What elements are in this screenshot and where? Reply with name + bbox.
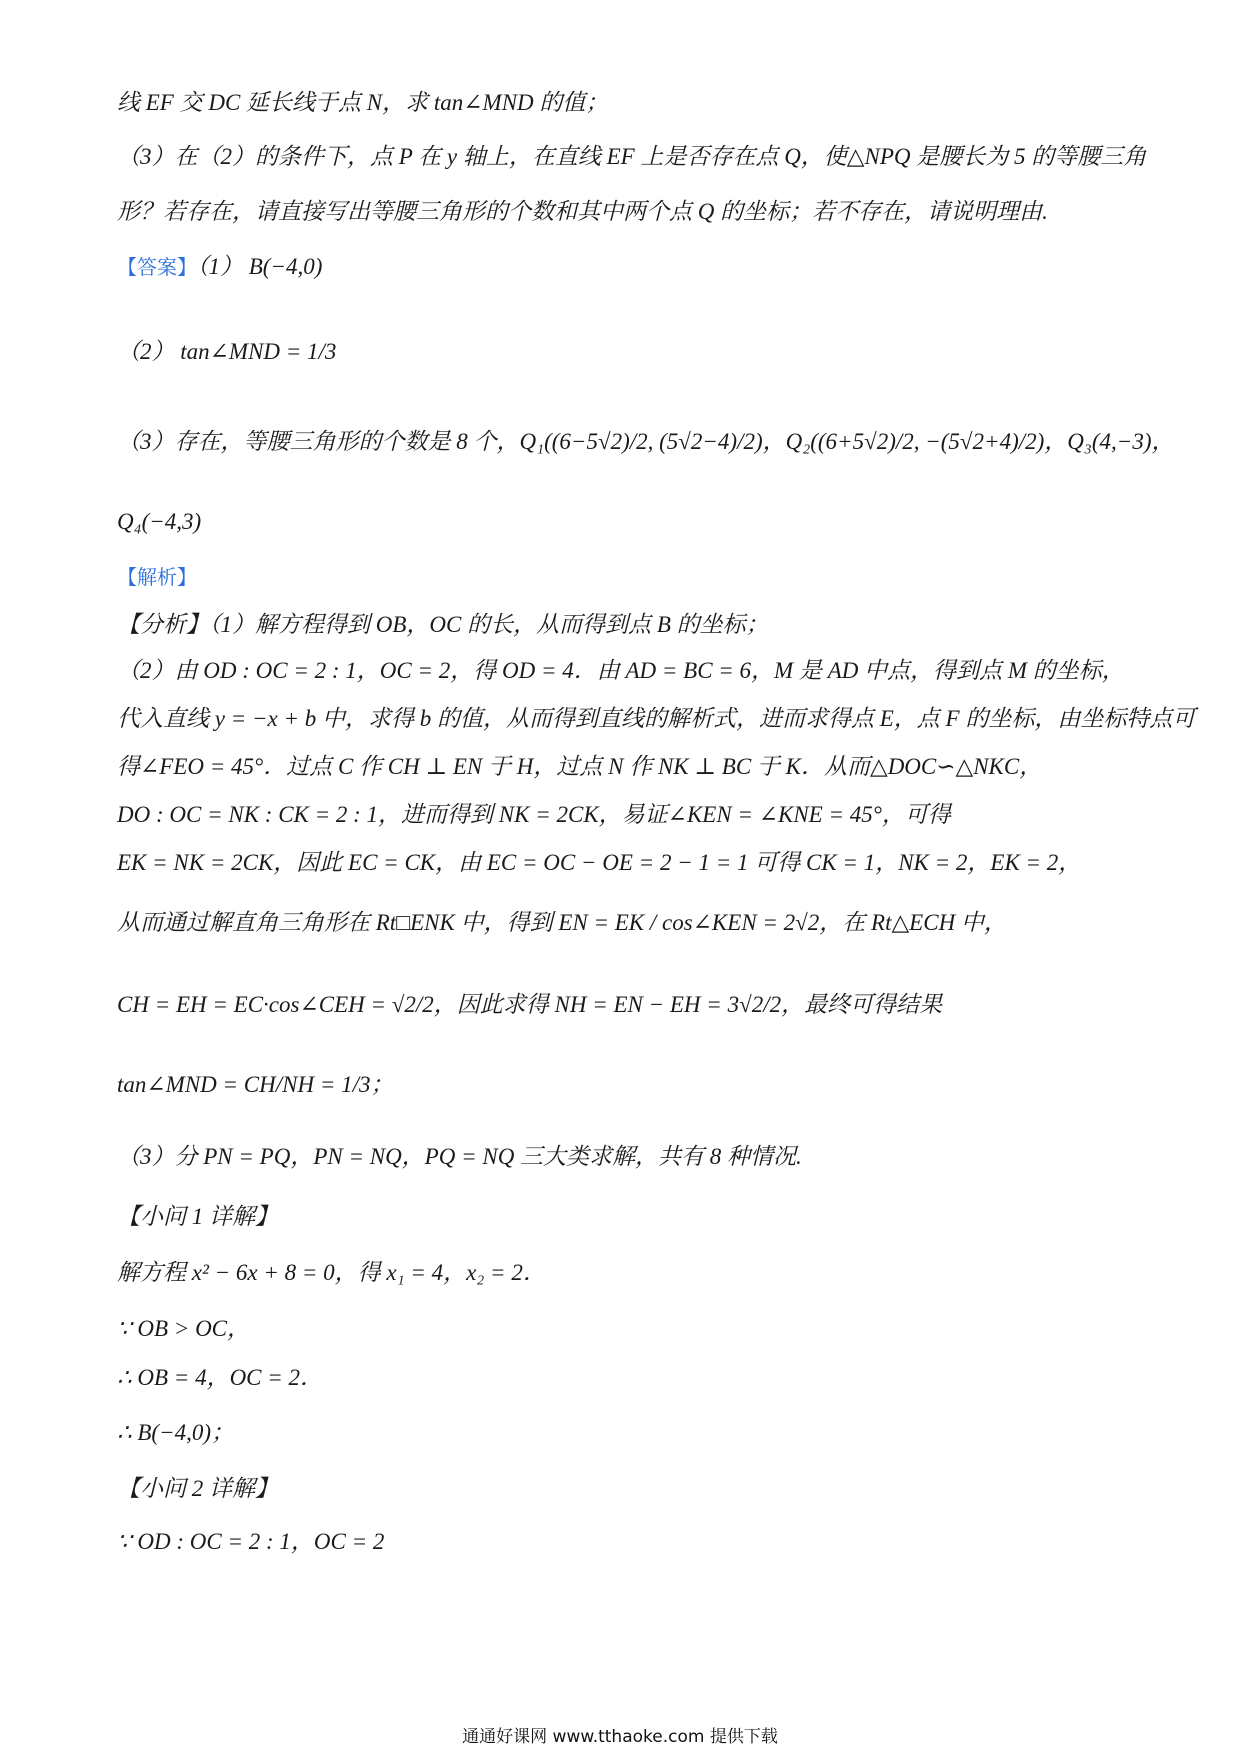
line-content: 解方程 x² − 6x + 8 = 0，得 x₁ = 4，x₂ = 2．	[117, 1260, 546, 1285]
line-content: 【小问 2 详解】	[117, 1476, 278, 1501]
text-line-24	[117, 1474, 1130, 1504]
line-content: EK = NK = 2CK，因此 EC = CK，由 EC = OC − OE = 2 − 1 = 1 可得 CK = 1，NK = 2，EK = 2，	[117, 850, 1082, 875]
text-line-13	[117, 800, 1130, 830]
line-content: 【小问 1 详解】	[117, 1204, 278, 1229]
line-content: 线 EF 交 DC 延长线于点 N，求 tan∠MND 的值；	[117, 90, 609, 115]
text-line-9	[117, 610, 1130, 640]
section-tag: 【答案】	[117, 255, 197, 279]
text-line-1	[117, 88, 1130, 118]
line-content: 得∠FEO = 45°．过点 C 作 CH ⊥ EN 于 H，过点 N 作 NK ⊥ BC 于 K．从而△DOC∽△NKC，	[117, 754, 1043, 779]
text-line-16	[117, 990, 1130, 1020]
text-line-5	[117, 337, 1130, 367]
text-line-10	[117, 656, 1130, 686]
text-line-12	[117, 752, 1130, 782]
line-content: 【分析】（1）解方程得到 OB，OC 的长，从而得到点 B 的坐标；	[117, 612, 769, 637]
line-content: （3）存在，等腰三角形的个数是 8 个，Q₁((6−5√2)/2, (5√2−4)/2)，Q₂((6+5√2)/2, −(5√2+4)/2)，Q₃(4,−3)，	[117, 429, 1175, 454]
text-line-3	[117, 197, 1130, 227]
line-content: 代入直线 y = −x + b 中，求得 b 的值，从而得到直线的解析式，进而求得点 E，点 F 的坐标，由坐标特点可	[117, 706, 1196, 731]
text-line-4	[117, 252, 1130, 282]
text-line-17	[117, 1070, 1130, 1100]
text-line-15	[117, 908, 1130, 938]
text-line-11	[117, 704, 1196, 734]
line-content: ∵ OB > OC，	[117, 1316, 251, 1341]
text-line-14	[117, 848, 1130, 878]
text-line-21	[117, 1314, 1130, 1344]
text-line-23	[117, 1418, 1130, 1448]
line-content: DO : OC = NK : CK = 2 : 1，进而得到 NK = 2CK，易证∠KEN = ∠KNE = 45°，可得	[117, 802, 951, 827]
line-content: 从而通过解直角三角形在 Rt□ENK 中，得到 EN = EK / cos∠KEN = 2√2，在 Rt△ECH 中，	[117, 910, 1007, 935]
line-content: Q₄(−4,3)	[117, 509, 202, 534]
line-content: ∵ OD : OC = 2 : 1，OC = 2	[117, 1529, 385, 1554]
line-content: （2）由 OD : OC = 2 : 1，OC = 2，得 OD = 4．由 AD = BC = 6，M 是 AD 中点，得到点 M 的坐标，	[117, 658, 1125, 683]
line-content: tan∠MND = CH/NH = 1/3；	[117, 1072, 394, 1097]
line-content: 形？若存在，请直接写出等腰三角形的个数和其中两个点 Q 的坐标；若不存在，请说明理由.	[117, 199, 1048, 224]
text-line-7	[117, 507, 1130, 537]
text-line-18	[117, 1142, 1130, 1172]
text-line-6	[117, 427, 1175, 457]
page-footer: 通通好课网 www.tthaoke.com 提供下载	[462, 1727, 778, 1747]
line-content: （2） tan∠MND = 1/3	[117, 339, 337, 364]
text-line-2	[117, 142, 1147, 172]
text-line-8	[117, 562, 1130, 592]
line-content: ∴ OB = 4，OC = 2．	[117, 1365, 324, 1390]
line-content: （3）在（2）的条件下，点 P 在 y 轴上，在直线 EF 上是否存在点 Q，使△NPQ 是腰长为 5 的等腰三角	[117, 144, 1147, 169]
text-line-19	[117, 1202, 1130, 1232]
line-content: CH = EH = EC·cos∠CEH = √2/2，因此求得 NH = EN − EH = 3√2/2，最终可得结果	[117, 992, 943, 1017]
line-content: ∴ B(−4,0)；	[117, 1420, 235, 1445]
text-line-25	[117, 1527, 1130, 1557]
line-content: （3）分 PN = PQ，PN = NQ，PQ = NQ 三大类求解，共有 8 种情况.	[117, 1144, 802, 1169]
section-tag: 【解析】	[117, 565, 197, 589]
text-line-22	[117, 1363, 1130, 1393]
line-content: （1） B(−4,0)	[197, 254, 323, 279]
text-line-20	[117, 1258, 1130, 1288]
